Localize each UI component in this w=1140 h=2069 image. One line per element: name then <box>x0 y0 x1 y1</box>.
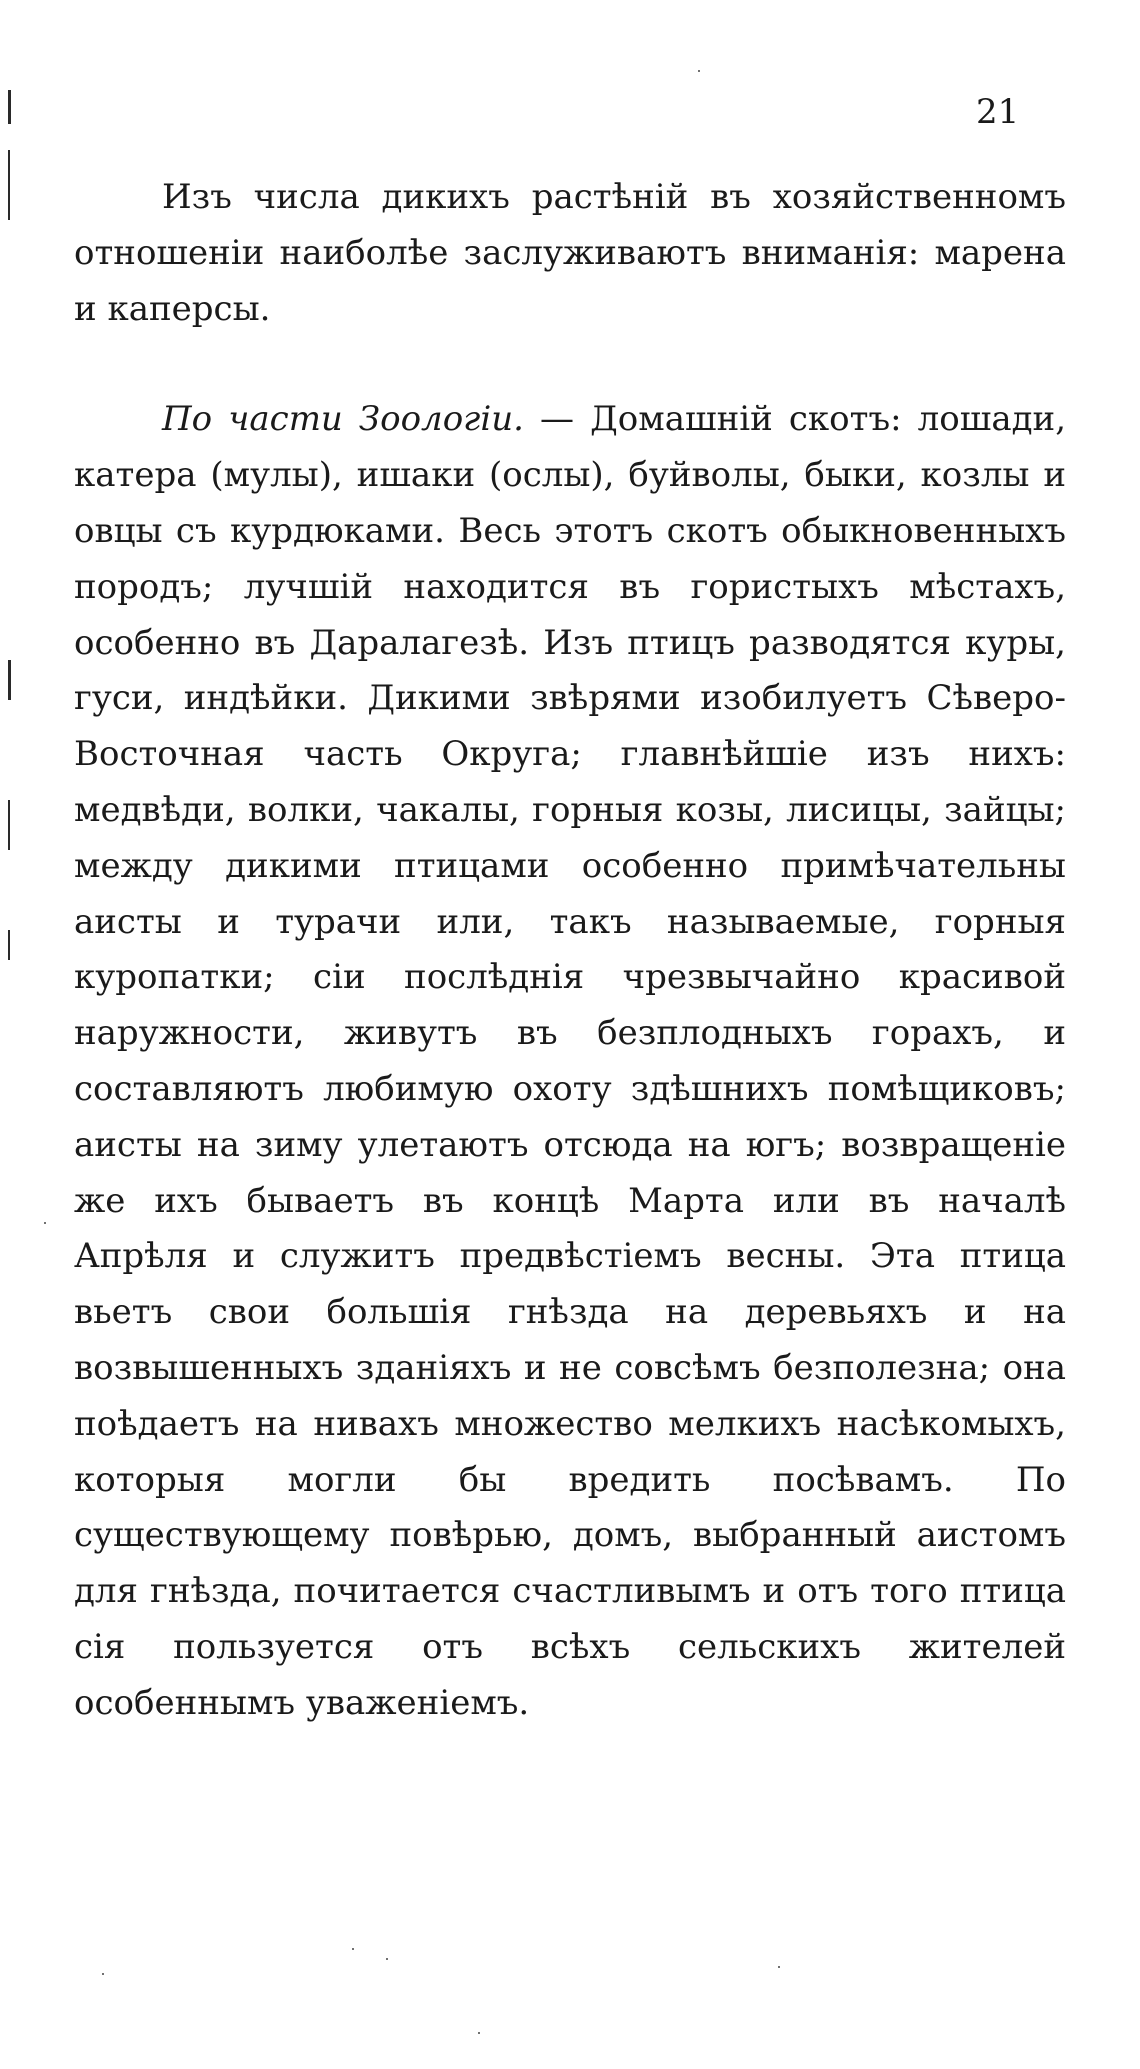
scan-mark <box>8 660 11 700</box>
page-number: 21 <box>976 92 1020 132</box>
scan-speck <box>352 1948 354 1950</box>
scan-mark <box>8 930 10 960</box>
scan-speck <box>478 2032 480 2034</box>
scan-speck <box>386 1958 388 1960</box>
paragraph-wild-plants <box>74 170 1066 337</box>
body-text <box>74 170 1066 1732</box>
paragraph-text: Изъ числа дикихъ растѣній въ хозяйственномъ отношеніи наиболѣе заслуживаютъ вниманія: марена и каперсы. <box>74 177 1066 329</box>
scan-speck <box>698 70 700 72</box>
paragraph-text: — Домашній скотъ: лошади, катера (мулы), ишаки (ослы), буйволы, быки, козлы и овцы съ курдюками. Весь этотъ скотъ обыкновенныхъ породъ; лучшій находится въ гористыхъ мѣстахъ, особенно въ Даралагезѣ. Изъ птицъ разводятся куры, гуси, индѣйки. Дикими звѣрями изобилуетъ Сѣверо-Восточная часть Округа; главнѣйшіе изъ нихъ: медвѣди, волки, чакалы, горныя козы, лисицы, зайцы; между дикими птицами особенно примѣчательны аисты и турачи или, такъ называемые, горныя куропатки; сіи послѣднія чрезвычайно красивой наружности, живутъ въ безплодныхъ горахъ, и составляютъ любимую охоту здѣшнихъ помѣщиковъ; аисты на зиму улетаютъ отсюда на югъ; возвращеніе же ихъ бываетъ въ концѣ Марта или въ началѣ Апрѣля и служитъ предвѣстіемъ весны. Эта птица вьетъ свои большія гнѣзда на деревьяхъ и на возвышенныхъ зданіяхъ и не совсѣмъ безполезна; она поѣдаетъ на нивахъ множество мелкихъ насѣкомыхъ, которыя могли бы вредить посѣвамъ. По существующему повѣрью, домъ, выбранный аистомъ для гнѣзда, почитается счастливымъ и отъ того птица сія пользуется отъ всѣхъ сельскихъ жителей особеннымъ уваженіемъ. <box>74 399 1066 1723</box>
scan-speck <box>44 1222 46 1224</box>
scan-mark <box>8 90 11 124</box>
scan-mark <box>8 800 10 850</box>
scan-speck <box>102 1973 104 1975</box>
paragraph-zoology <box>74 392 1066 1731</box>
section-lead-zoology: По части Зоологіи. <box>162 399 524 440</box>
scan-speck <box>778 1966 780 1968</box>
scan-mark <box>8 150 10 220</box>
